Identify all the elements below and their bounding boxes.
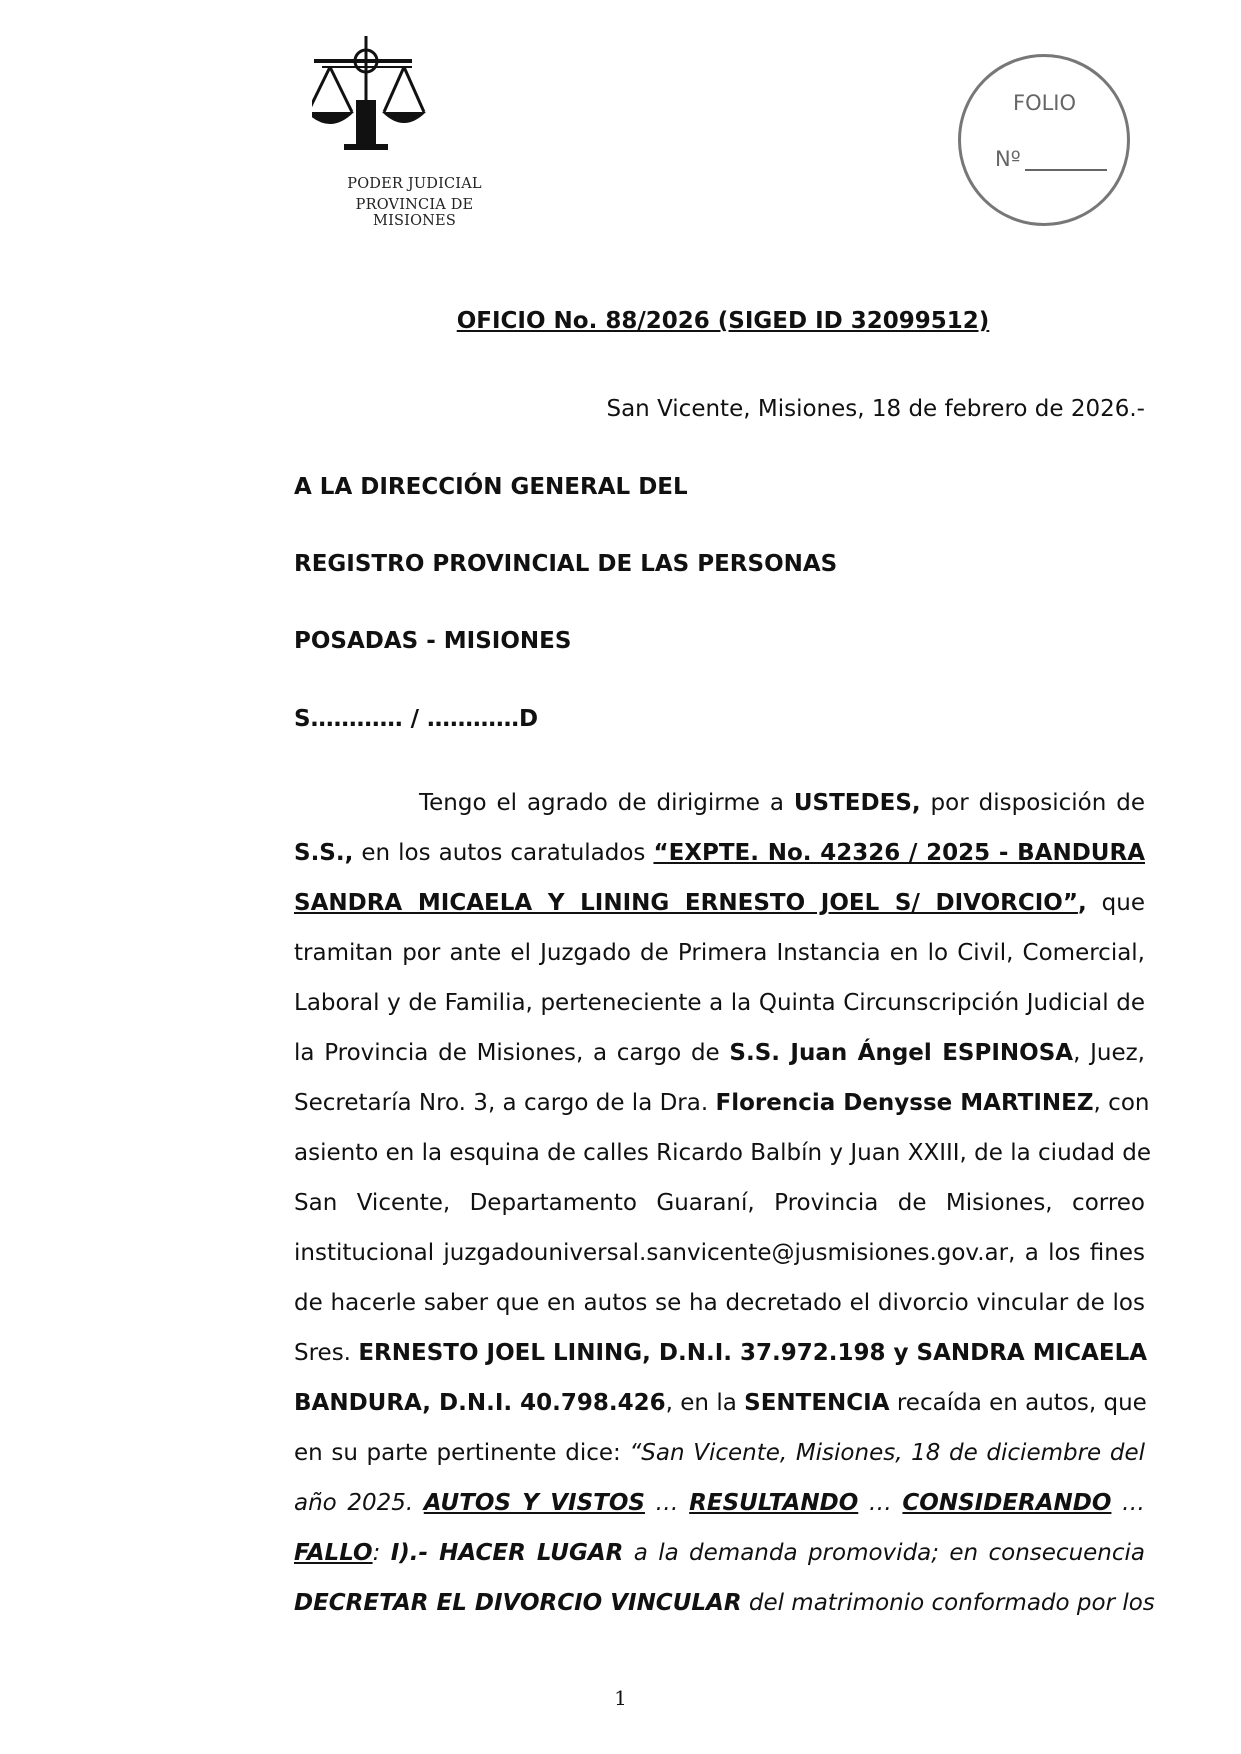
case-title-cont: SANDRA MICAELA Y LINING ERNESTO JOEL S/ DIVORCIO”	[294, 890, 1078, 916]
poder-judicial-logo	[312, 30, 517, 229]
body-line: en su parte pertinente dice: “San Vicente, Misiones, 18 de diciembre del	[294, 1440, 1145, 1466]
body-line: FALLO: I).- HACER LUGAR a la demanda promovida; en consecuencia	[294, 1540, 1145, 1566]
body-line: Sres. ERNESTO JOEL LINING, D.N.I. 37.972.198 y SANDRA MICAELA	[294, 1340, 1148, 1366]
folio-number-label: Nº	[995, 147, 1021, 171]
body-line: de hacerle saber que en autos se ha decretado el divorcio vincular de los	[294, 1290, 1145, 1316]
folio-stamp	[958, 54, 1130, 226]
logo-line-2: PROVINCIA DE MISIONES	[355, 197, 474, 229]
body-line: tramitan por ante el Juzgado de Primera Instancia en lo Civil, Comercial,	[294, 940, 1145, 966]
addressee-line-1: A LA DIRECCIÓN GENERAL DEL	[294, 474, 688, 500]
body-line: la Provincia de Misiones, a cargo de S.S. Juan Ángel ESPINOSA, Juez,	[294, 1040, 1145, 1066]
body-line: BANDURA, D.N.I. 40.798.426, en la SENTENCIA recaída en autos, que	[294, 1390, 1147, 1416]
body-line: año 2025. AUTOS Y VISTOS … RESULTANDO … CONSIDERANDO …	[294, 1490, 1146, 1516]
folio-number-field	[995, 147, 1107, 171]
document-date: San Vicente, Misiones, 18 de febrero de 2026.-	[606, 396, 1145, 422]
body-line: Laboral y de Familia, perteneciente a la Quinta Circunscripción Judicial de	[294, 990, 1145, 1016]
body-paragraph	[294, 778, 1155, 1628]
body-line: institucional juzgadouniversal.sanvicente@jusmisiones.gov.ar, a los fines	[294, 1240, 1145, 1266]
case-title: “EXPTE. No. 42326 / 2025 - BANDURA	[653, 840, 1145, 866]
scales-of-justice-icon	[312, 30, 517, 175]
body-line: DECRETAR EL DIVORCIO VINCULAR del matrimonio conformado por los	[294, 1590, 1155, 1616]
body-line: asiento en la esquina de calles Ricardo Balbín y Juan XXIII, de la ciudad de	[294, 1140, 1151, 1166]
body-line: Secretaría Nro. 3, a cargo de la Dra. Florencia Denysse MARTINEZ, con	[294, 1090, 1150, 1116]
folio-number-line	[1025, 149, 1107, 171]
body-line: SANDRA MICAELA Y LINING ERNESTO JOEL S/ DIVORCIO”, que	[294, 890, 1145, 916]
logo-line-1: PODER JUDICIAL	[347, 176, 482, 192]
page-number: 1	[614, 1686, 627, 1710]
addressee-line-3: POSADAS - MISIONES	[294, 628, 572, 654]
body-line: Tengo el agrado de dirigirme a USTEDES, por disposición de	[419, 790, 1146, 816]
folio-label: FOLIO	[1013, 91, 1077, 115]
document-title: OFICIO No. 88/2026 (SIGED ID 32099512)	[456, 308, 990, 334]
addressee-salutation: S………… / …………D	[294, 706, 539, 732]
addressee-line-2: REGISTRO PROVINCIAL DE LAS PERSONAS	[294, 551, 838, 577]
body-line: S.S., en los autos caratulados “EXPTE. No. 42326 / 2025 - BANDURA	[294, 840, 1145, 866]
body-line: San Vicente, Departamento Guaraní, Provincia de Misiones, correo	[294, 1190, 1145, 1216]
